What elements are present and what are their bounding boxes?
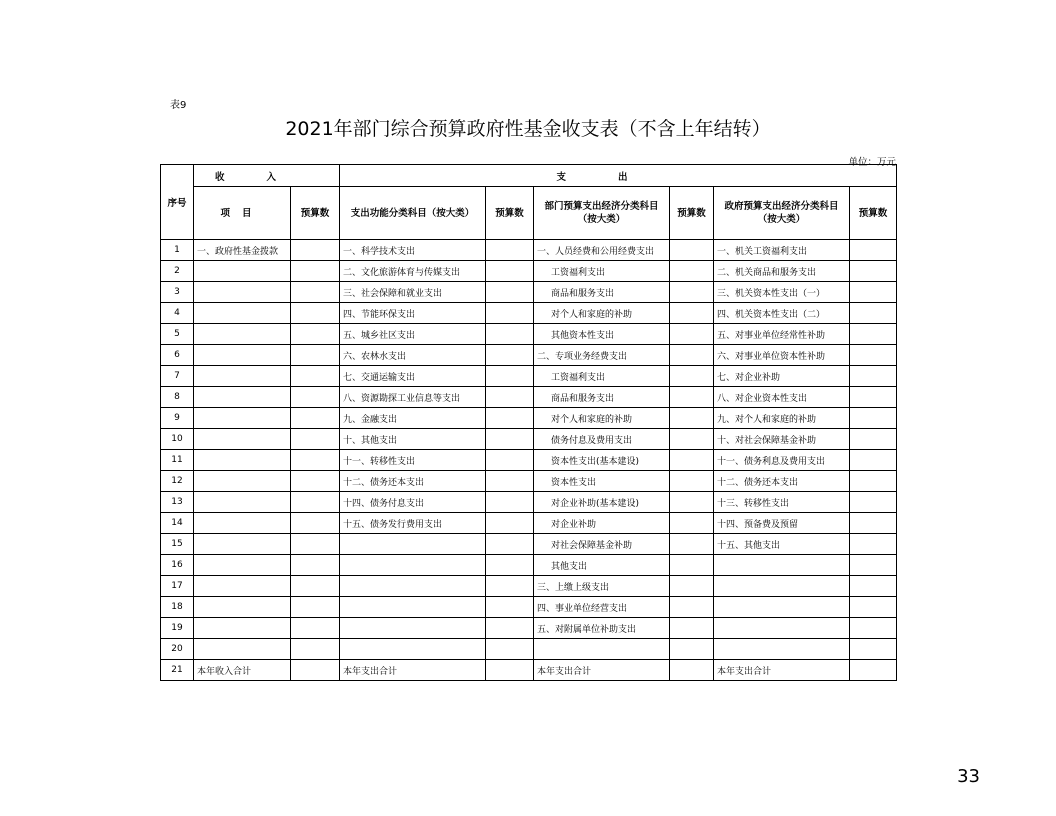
cell-income-budget bbox=[291, 387, 340, 408]
cell-gov-budget bbox=[850, 408, 897, 429]
cell-dept-budget bbox=[670, 450, 714, 471]
budget-table bbox=[160, 164, 897, 681]
cell-income-budget bbox=[291, 366, 340, 387]
cell-dept-econ-class: 其他支出 bbox=[534, 555, 670, 576]
cell-income-item bbox=[194, 303, 291, 324]
cell-seq: 11 bbox=[161, 450, 194, 471]
table-row bbox=[161, 639, 897, 660]
header-dept-econ-class: 部门预算支出经济分类科目（按大类） bbox=[534, 187, 670, 240]
cell-func-budget bbox=[486, 324, 534, 345]
cell-gov-econ-class bbox=[714, 555, 850, 576]
cell-gov-econ-class: 四、机关资本性支出（二） bbox=[714, 303, 850, 324]
header-func-class: 支出功能分类科目（按大类） bbox=[340, 187, 486, 240]
cell-func-total: 本年支出合计 bbox=[340, 660, 486, 681]
cell-dept-econ-class: 四、事业单位经营支出 bbox=[534, 597, 670, 618]
cell-income-item bbox=[194, 408, 291, 429]
cell-dept-econ-class: 工资福利支出 bbox=[534, 261, 670, 282]
table-row bbox=[161, 408, 897, 429]
cell-func-budget bbox=[486, 282, 534, 303]
cell-func-class: 十一、转移性支出 bbox=[340, 450, 486, 471]
table-row bbox=[161, 429, 897, 450]
cell-dept-econ-class: 工资福利支出 bbox=[534, 366, 670, 387]
header-income-budget: 预算数 bbox=[291, 187, 340, 240]
cell-gov-budget bbox=[850, 261, 897, 282]
cell-income-budget bbox=[291, 240, 340, 261]
cell-func-budget bbox=[486, 261, 534, 282]
cell-gov-budget bbox=[850, 597, 897, 618]
cell-dept-budget bbox=[670, 618, 714, 639]
cell-seq: 18 bbox=[161, 597, 194, 618]
cell-gov-budget bbox=[850, 471, 897, 492]
cell-income-budget bbox=[291, 471, 340, 492]
cell-income-item bbox=[194, 450, 291, 471]
cell-seq: 8 bbox=[161, 387, 194, 408]
cell-gov-budget bbox=[850, 429, 897, 450]
header-expenditure: 支出 bbox=[340, 165, 897, 187]
cell-func-budget bbox=[486, 639, 534, 660]
header-income: 收入 bbox=[194, 165, 340, 187]
cell-dept-econ-class: 对企业补助(基本建设) bbox=[534, 492, 670, 513]
cell-dept-budget bbox=[670, 282, 714, 303]
cell-dept-budget bbox=[670, 408, 714, 429]
cell-income-item bbox=[194, 576, 291, 597]
cell-gov-budget bbox=[850, 282, 897, 303]
cell-income-budget bbox=[291, 576, 340, 597]
cell-func-budget bbox=[486, 618, 534, 639]
cell-func-budget bbox=[486, 660, 534, 681]
total-row bbox=[161, 660, 897, 681]
cell-seq: 21 bbox=[161, 660, 194, 681]
table-row bbox=[161, 534, 897, 555]
cell-gov-budget bbox=[850, 639, 897, 660]
cell-dept-budget bbox=[670, 429, 714, 450]
cell-dept-budget bbox=[670, 261, 714, 282]
cell-gov-budget bbox=[850, 513, 897, 534]
cell-seq: 12 bbox=[161, 471, 194, 492]
header-seq: 序号 bbox=[161, 165, 194, 240]
cell-seq: 1 bbox=[161, 240, 194, 261]
cell-dept-budget bbox=[670, 492, 714, 513]
cell-func-budget bbox=[486, 429, 534, 450]
cell-seq: 9 bbox=[161, 408, 194, 429]
cell-seq: 10 bbox=[161, 429, 194, 450]
cell-dept-econ-class bbox=[534, 639, 670, 660]
cell-func-budget bbox=[486, 597, 534, 618]
table-row bbox=[161, 261, 897, 282]
cell-gov-budget bbox=[850, 492, 897, 513]
cell-func-budget bbox=[486, 513, 534, 534]
cell-func-class: 九、金融支出 bbox=[340, 408, 486, 429]
cell-income-item bbox=[194, 618, 291, 639]
cell-income-item bbox=[194, 534, 291, 555]
cell-dept-econ-class: 对个人和家庭的补助 bbox=[534, 408, 670, 429]
cell-func-class bbox=[340, 534, 486, 555]
cell-func-budget bbox=[486, 303, 534, 324]
table-row bbox=[161, 618, 897, 639]
cell-dept-econ-class: 其他资本性支出 bbox=[534, 324, 670, 345]
cell-func-class bbox=[340, 555, 486, 576]
table-row bbox=[161, 450, 897, 471]
cell-gov-econ-class: 八、对企业资本性支出 bbox=[714, 387, 850, 408]
cell-gov-budget bbox=[850, 345, 897, 366]
table-row bbox=[161, 471, 897, 492]
cell-func-budget bbox=[486, 555, 534, 576]
cell-dept-econ-class: 二、专项业务经费支出 bbox=[534, 345, 670, 366]
cell-income-budget bbox=[291, 534, 340, 555]
cell-gov-econ-class bbox=[714, 618, 850, 639]
cell-income-budget bbox=[291, 492, 340, 513]
table-row bbox=[161, 492, 897, 513]
cell-dept-econ-class: 一、人员经费和公用经费支出 bbox=[534, 240, 670, 261]
cell-income-item bbox=[194, 261, 291, 282]
header-func-budget: 预算数 bbox=[486, 187, 534, 240]
cell-income-item: 一、政府性基金拨款 bbox=[194, 240, 291, 261]
cell-func-budget bbox=[486, 345, 534, 366]
cell-dept-budget bbox=[670, 387, 714, 408]
cell-func-class: 三、社会保障和就业支出 bbox=[340, 282, 486, 303]
cell-gov-budget bbox=[850, 324, 897, 345]
cell-income-item bbox=[194, 345, 291, 366]
table-row bbox=[161, 597, 897, 618]
cell-dept-budget bbox=[670, 471, 714, 492]
cell-income-budget bbox=[291, 303, 340, 324]
cell-income-budget bbox=[291, 639, 340, 660]
header-dept-budget: 预算数 bbox=[670, 187, 714, 240]
cell-dept-econ-class: 商品和服务支出 bbox=[534, 387, 670, 408]
cell-seq: 14 bbox=[161, 513, 194, 534]
cell-income-item bbox=[194, 282, 291, 303]
cell-income-budget bbox=[291, 345, 340, 366]
cell-func-class bbox=[340, 639, 486, 660]
cell-dept-econ-class: 债务付息及费用支出 bbox=[534, 429, 670, 450]
cell-income-item bbox=[194, 387, 291, 408]
cell-dept-budget bbox=[670, 240, 714, 261]
header-gov-budget: 预算数 bbox=[850, 187, 897, 240]
cell-gov-econ-class: 十、对社会保障基金补助 bbox=[714, 429, 850, 450]
table-row bbox=[161, 240, 897, 261]
table-row bbox=[161, 282, 897, 303]
cell-seq: 16 bbox=[161, 555, 194, 576]
table-row bbox=[161, 576, 897, 597]
table-row bbox=[161, 387, 897, 408]
cell-func-class bbox=[340, 618, 486, 639]
cell-gov-econ-class: 七、对企业补助 bbox=[714, 366, 850, 387]
cell-gov-econ-class: 五、对事业单位经常性补助 bbox=[714, 324, 850, 345]
cell-income-budget bbox=[291, 324, 340, 345]
table-row bbox=[161, 366, 897, 387]
cell-gov-econ-class: 十四、预备费及预留 bbox=[714, 513, 850, 534]
cell-seq: 13 bbox=[161, 492, 194, 513]
cell-seq: 20 bbox=[161, 639, 194, 660]
cell-gov-econ-class bbox=[714, 639, 850, 660]
cell-income-item bbox=[194, 597, 291, 618]
cell-dept-econ-class: 对企业补助 bbox=[534, 513, 670, 534]
cell-func-class: 五、城乡社区支出 bbox=[340, 324, 486, 345]
cell-dept-econ-class: 三、上缴上级支出 bbox=[534, 576, 670, 597]
header-gov-econ-class: 政府预算支出经济分类科目（按大类） bbox=[714, 187, 850, 240]
cell-func-class: 七、交通运输支出 bbox=[340, 366, 486, 387]
cell-gov-budget bbox=[850, 534, 897, 555]
cell-dept-budget bbox=[670, 366, 714, 387]
cell-income-item bbox=[194, 555, 291, 576]
cell-func-class: 一、科学技术支出 bbox=[340, 240, 486, 261]
cell-func-budget bbox=[486, 576, 534, 597]
cell-dept-econ-class: 资本性支出 bbox=[534, 471, 670, 492]
cell-income-item bbox=[194, 366, 291, 387]
table-row bbox=[161, 345, 897, 366]
cell-income-item bbox=[194, 513, 291, 534]
cell-gov-econ-class: 九、对个人和家庭的补助 bbox=[714, 408, 850, 429]
cell-dept-econ-class: 商品和服务支出 bbox=[534, 282, 670, 303]
cell-gov-econ-class: 十二、债务还本支出 bbox=[714, 471, 850, 492]
cell-dept-total: 本年支出合计 bbox=[534, 660, 670, 681]
cell-seq: 19 bbox=[161, 618, 194, 639]
cell-seq: 2 bbox=[161, 261, 194, 282]
cell-seq: 17 bbox=[161, 576, 194, 597]
header-item: 项目 bbox=[194, 187, 291, 240]
cell-gov-econ-class bbox=[714, 597, 850, 618]
cell-func-budget bbox=[486, 240, 534, 261]
cell-seq: 15 bbox=[161, 534, 194, 555]
cell-func-class: 十二、债务还本支出 bbox=[340, 471, 486, 492]
cell-income-item bbox=[194, 471, 291, 492]
cell-income-budget bbox=[291, 261, 340, 282]
cell-dept-econ-class: 对个人和家庭的补助 bbox=[534, 303, 670, 324]
cell-income-budget bbox=[291, 408, 340, 429]
cell-func-budget bbox=[486, 534, 534, 555]
table-row bbox=[161, 513, 897, 534]
cell-gov-econ-class: 二、机关商品和服务支出 bbox=[714, 261, 850, 282]
cell-func-class: 十五、债务发行费用支出 bbox=[340, 513, 486, 534]
cell-func-class bbox=[340, 576, 486, 597]
cell-gov-econ-class: 十一、债务利息及费用支出 bbox=[714, 450, 850, 471]
cell-func-class bbox=[340, 597, 486, 618]
cell-dept-budget bbox=[670, 555, 714, 576]
cell-income-budget bbox=[291, 282, 340, 303]
cell-income-budget bbox=[291, 555, 340, 576]
unit-label: 单位：万元 bbox=[848, 157, 896, 168]
cell-seq: 6 bbox=[161, 345, 194, 366]
cell-income-budget bbox=[291, 660, 340, 681]
cell-gov-budget bbox=[850, 303, 897, 324]
cell-func-class: 六、农林水支出 bbox=[340, 345, 486, 366]
cell-income-item bbox=[194, 429, 291, 450]
cell-gov-econ-class: 六、对事业单位资本性补助 bbox=[714, 345, 850, 366]
table-number: 表9 bbox=[170, 100, 187, 111]
cell-dept-econ-class: 对社会保障基金补助 bbox=[534, 534, 670, 555]
cell-income-budget bbox=[291, 597, 340, 618]
table-row bbox=[161, 324, 897, 345]
cell-dept-budget bbox=[670, 597, 714, 618]
cell-dept-budget bbox=[670, 660, 714, 681]
cell-func-budget bbox=[486, 450, 534, 471]
cell-gov-econ-class: 十五、其他支出 bbox=[714, 534, 850, 555]
cell-income-budget bbox=[291, 450, 340, 471]
table-body bbox=[161, 240, 897, 681]
page-number: 33 bbox=[957, 766, 980, 787]
cell-dept-econ-class: 资本性支出(基本建设) bbox=[534, 450, 670, 471]
table-row bbox=[161, 303, 897, 324]
cell-income-item bbox=[194, 324, 291, 345]
cell-seq: 3 bbox=[161, 282, 194, 303]
cell-income-budget bbox=[291, 513, 340, 534]
cell-seq: 5 bbox=[161, 324, 194, 345]
cell-dept-budget bbox=[670, 513, 714, 534]
cell-dept-econ-class: 五、对附属单位补助支出 bbox=[534, 618, 670, 639]
cell-dept-budget bbox=[670, 576, 714, 597]
cell-func-class: 八、资源勘探工业信息等支出 bbox=[340, 387, 486, 408]
cell-income-budget bbox=[291, 618, 340, 639]
cell-income-item bbox=[194, 639, 291, 660]
cell-gov-econ-class: 一、机关工资福利支出 bbox=[714, 240, 850, 261]
cell-func-budget bbox=[486, 366, 534, 387]
cell-seq: 4 bbox=[161, 303, 194, 324]
cell-func-class: 十、其他支出 bbox=[340, 429, 486, 450]
table-row bbox=[161, 555, 897, 576]
cell-seq: 7 bbox=[161, 366, 194, 387]
cell-income-item bbox=[194, 492, 291, 513]
cell-func-budget bbox=[486, 492, 534, 513]
cell-gov-budget bbox=[850, 450, 897, 471]
cell-gov-budget bbox=[850, 660, 897, 681]
cell-dept-budget bbox=[670, 303, 714, 324]
cell-gov-budget bbox=[850, 240, 897, 261]
cell-income-total: 本年收入合计 bbox=[194, 660, 291, 681]
cell-func-budget bbox=[486, 387, 534, 408]
cell-gov-budget bbox=[850, 387, 897, 408]
cell-dept-budget bbox=[670, 345, 714, 366]
cell-dept-budget bbox=[670, 534, 714, 555]
cell-gov-budget bbox=[850, 618, 897, 639]
cell-func-class: 二、文化旅游体育与传媒支出 bbox=[340, 261, 486, 282]
cell-gov-econ-class: 十三、转移性支出 bbox=[714, 492, 850, 513]
cell-gov-budget bbox=[850, 555, 897, 576]
document-title: 2021年部门综合预算政府性基金收支表（不含上年结转） bbox=[285, 118, 771, 140]
cell-func-budget bbox=[486, 408, 534, 429]
cell-gov-budget bbox=[850, 366, 897, 387]
cell-func-class: 十四、债务付息支出 bbox=[340, 492, 486, 513]
cell-income-budget bbox=[291, 429, 340, 450]
cell-func-class: 四、节能环保支出 bbox=[340, 303, 486, 324]
cell-gov-total: 本年支出合计 bbox=[714, 660, 850, 681]
cell-gov-econ-class bbox=[714, 576, 850, 597]
cell-dept-budget bbox=[670, 639, 714, 660]
cell-dept-budget bbox=[670, 324, 714, 345]
cell-gov-budget bbox=[850, 576, 897, 597]
cell-gov-econ-class: 三、机关资本性支出（一） bbox=[714, 282, 850, 303]
cell-func-budget bbox=[486, 471, 534, 492]
